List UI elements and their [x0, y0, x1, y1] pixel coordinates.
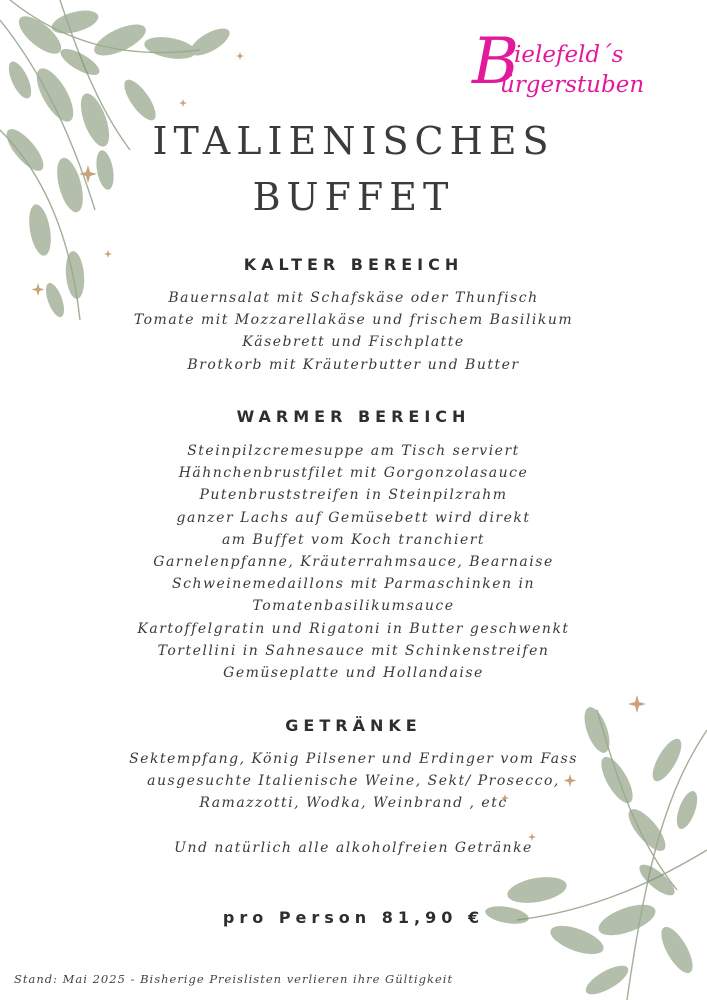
menu-item: Schweinemedaillons mit Parmaschinken in	[172, 576, 535, 593]
menu-item: ganzer Lachs auf Gemüsebett wird direkt	[176, 509, 531, 526]
brand-logo-line1: ielefeld´s	[514, 42, 624, 68]
page-title-line2: BUFFET	[252, 175, 455, 219]
page-title-line1: ITALIENISCHES	[152, 119, 555, 163]
menu-item: Bauernsalat mit Schafskäse oder Thunfisch	[168, 290, 539, 306]
section-heading-kalter-bereich: KALTER BEREICH	[243, 255, 464, 274]
menu-item: Putenbruststreifen in Steinpilzrahm	[199, 487, 508, 504]
brand-logo-line2: ürgerstuben	[500, 72, 645, 98]
menu-item: Kartoffelgratin und Rigatoni in Butter geschwenkt	[137, 620, 570, 637]
price-per-person: pro Person 81,90 €	[222, 908, 485, 927]
menu-item: ausgesuchte Italienische Weine, Sekt/ Prosecco,	[147, 773, 560, 790]
menu-item: Hähnchenbrustfilet mit Gorgonzolasauce	[178, 465, 529, 482]
menu-item: am Buffet vom Koch tranchiert	[221, 531, 486, 548]
section-items-getraenke	[0, 748, 707, 859]
menu-item: Und natürlich alle alkoholfreien Getränke	[174, 839, 533, 856]
brand-logo	[468, 25, 693, 108]
menu-item: Gemüseplatte und Hollandaise	[223, 665, 484, 682]
footer-note: Stand: Mai 2025 - Bisherige Preislisten verlieren ihre Gültigkeit	[14, 972, 454, 986]
menu-item: Steinpilzcremesuppe am Tisch serviert	[187, 443, 520, 459]
menu-item	[0, 815, 707, 837]
section-heading-warmer-bereich: WARMER BEREICH	[236, 407, 471, 426]
menu-item: Sektempfang, König Pilsener und Erdinger vom Fass	[129, 751, 578, 767]
eucalyptus-branch-icon	[0, 0, 270, 330]
section-items-kalter-bereich	[0, 287, 707, 376]
menu-item: Tortellini in Sahnesauce mit Schinkenstreifen	[157, 642, 550, 659]
menu-item: Brotkorb mit Kräuterbutter und Butter	[187, 356, 520, 373]
brand-logo-initial: B	[472, 25, 520, 99]
menu-item: Garnelenpfanne, Kräuterrahmsauce, Bearnaise	[153, 554, 554, 571]
section-heading-getraenke: GETRÄNKE	[285, 716, 422, 735]
section-items-warmer-bereich	[0, 440, 707, 684]
menu-item: Käsebrett und Fischplatte	[242, 334, 465, 351]
menu-item: Tomate mit Mozzarellakäse und frischem Basilikum	[133, 312, 574, 329]
menu-item: Tomatenbasilikumsauce	[252, 598, 455, 615]
menu-item: Ramazzotti, Wodka, Weinbrand , etc	[199, 795, 508, 812]
